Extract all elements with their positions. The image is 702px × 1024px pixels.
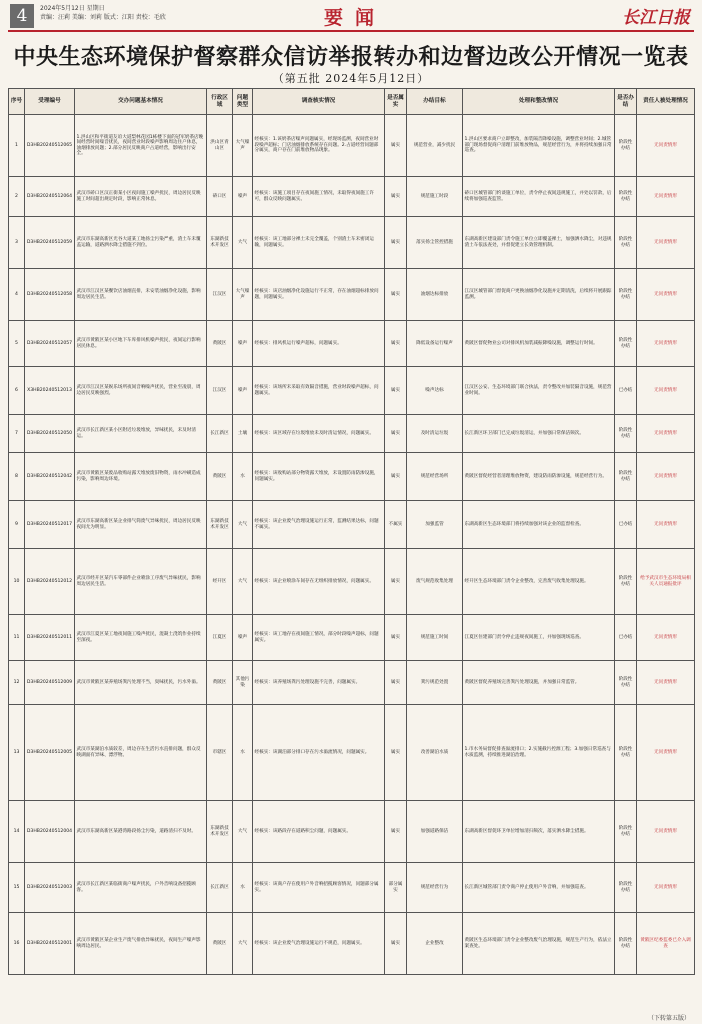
table-row (9, 661, 695, 705)
verified-cell: 部分属实 (385, 863, 407, 913)
action-cell: 黄陂区督促养殖场完善粪污处理设施，并加强日常监管。 (463, 661, 615, 705)
acceptance-code-cell: D3HB20240512017 (25, 501, 75, 549)
target-cell: 降低设备运行噪声 (407, 321, 463, 367)
target-cell: 规范施工时段 (407, 177, 463, 217)
target-cell: 粪污规范处置 (407, 661, 463, 705)
issue-cell: 武汉市东湖高新区某企业排气筒废气异味扰民，周边居民反映夜间尤为明显。 (75, 501, 207, 549)
completion-cell: 阶段性办结 (615, 415, 637, 453)
verified-cell: 属实 (385, 453, 407, 501)
row-number-cell: 11 (9, 615, 25, 661)
issue-cell: 武汉市江夏区某工地夜间施工噪声扰民，混凝土浇筑作业持续至深夜。 (75, 615, 207, 661)
action-cell: 江汉区城管部门督促商户更换油烟净化设施并定期清洗，后续将开展跟踪监测。 (463, 269, 615, 321)
accountability-cell: 无问责情形 (637, 269, 695, 321)
table-header-row (9, 89, 695, 115)
accountability-cell: 无问责情形 (637, 863, 695, 913)
table-row (9, 615, 695, 661)
problem-type-cell: 噪声 (233, 321, 253, 367)
district-cell: 江夏区 (207, 615, 233, 661)
issue-cell: 武汉市硚口区汉正街某小区夜间施工噪声扰民，周边居民反映施工时间超出规定时段，影响正常休息。 (75, 177, 207, 217)
verified-cell: 属实 (385, 367, 407, 415)
finding-cell: 经核实：该区域存在垃圾堆放未及时清运情况，问题属实。 (253, 415, 385, 453)
table-row (9, 913, 695, 975)
issue-cell: 1.洪山区和平街道友谊大道梨林花园1栋楼下面的冠军奶茶店晚间经营时间噪音扰民，夜间营业时段噪声影响周边住户休息，油烟排放问题；2.部分居民反映商户占道经营，影响出行安全。 (75, 115, 207, 177)
col-header: 办结目标 (407, 89, 463, 115)
completion-cell: 阶段性办结 (615, 321, 637, 367)
table-row (9, 863, 695, 913)
action-cell: 东湖高新区生态环境部门将持续加强对该企业的监督检查。 (463, 501, 615, 549)
district-cell: 经开区 (207, 549, 233, 615)
table-row (9, 269, 695, 321)
action-cell: 长江新区城管部门责令商户停止使用户外音响，并加强巡查。 (463, 863, 615, 913)
issue-cell: 武汉市黄陂区某企业生产废气排放异味扰民，夜间生产噪声影响周边居民。 (75, 913, 207, 975)
finding-cell: 经核实：1.该奶茶店噪声问题属实，经现场监测，夜间营业时段噪声超标；门店油烟排放系统存在问题。2.占道经营问题部分属实，商户存在门前堆放物品现象。 (253, 115, 385, 177)
action-cell: 江汉区公安、生态环境部门联合执法，责令整改并加装隔音设施，规范营业时间。 (463, 367, 615, 415)
verified-cell: 属实 (385, 615, 407, 661)
problem-type-cell: 噪声 (233, 177, 253, 217)
action-cell: 长江新区环卫部门已完成垃圾清运，并加强日常保洁频次。 (463, 415, 615, 453)
table-row (9, 217, 695, 269)
accountability-cell: 无问责情形 (637, 367, 695, 415)
issue-cell: 武汉市黄陂区某养殖场粪污处理不当，臭味扰民，污水外溢。 (75, 661, 207, 705)
col-header: 调查核实情况 (253, 89, 385, 115)
completion-cell: 阶段性办结 (615, 453, 637, 501)
verified-cell: 属实 (385, 661, 407, 705)
completion-cell: 已办结 (615, 367, 637, 415)
action-cell: 东湖高新区建设部门责令施工单位立即覆盖裸土，加强洒水降尘，对违规渣土车依法查处，并督促建立长效管理机制。 (463, 217, 615, 269)
action-cell: 经开区生态环境部门责令企业整改，完善废气收集处理设施。 (463, 549, 615, 615)
district-cell: 东湖新技术开发区 (207, 501, 233, 549)
section-title: 要闻 (323, 7, 386, 29)
problem-type-cell: 噪声 (233, 367, 253, 415)
problem-type-cell: 其他污染 (233, 661, 253, 705)
problem-type-cell: 大气 (233, 913, 253, 975)
problem-type-cell: 大气噪声 (233, 269, 253, 321)
district-cell: 长江新区 (207, 863, 233, 913)
action-cell: 硚口区城管部门约谈施工单位，责令停止夜间违规施工，并处以罚款，后续将加强巡查监管。 (463, 177, 615, 217)
problem-type-cell: 水 (233, 453, 253, 501)
accountability-cell: 无问责情形 (637, 177, 695, 217)
district-cell: 洪山区青山区 (207, 115, 233, 177)
col-header: 问题类型 (233, 89, 253, 115)
acceptance-code-cell: D3HB20240512005 (25, 705, 75, 801)
petition-table (8, 88, 695, 975)
verified-cell: 属实 (385, 705, 407, 801)
action-cell: 黄陂区督促经营者清理堆放物资，建设防雨防渗设施，规范经营行为。 (463, 453, 615, 501)
finding-cell: 经核实：该场所未采取有效隔音措施，营业时段噪声超标，问题属实。 (253, 367, 385, 415)
completion-cell: 已办结 (615, 615, 637, 661)
finding-cell: 经核实：该工地存在夜间施工情况，部分时段噪声超标，问题属实。 (253, 615, 385, 661)
paper-logo: 长江日报 (622, 8, 690, 28)
row-number-cell: 16 (9, 913, 25, 975)
completion-cell: 阶段性办结 (615, 549, 637, 615)
row-number-cell: 13 (9, 705, 25, 801)
row-number-cell: 4 (9, 269, 25, 321)
target-cell: 规范施工时间 (407, 615, 463, 661)
completion-cell: 已办结 (615, 501, 637, 549)
target-cell: 加强道路保洁 (407, 801, 463, 863)
acceptance-code-cell: D3HB20240512004 (25, 801, 75, 863)
district-cell: 黄陂区 (207, 453, 233, 501)
issue-cell: 武汉市黄陂区某废品收购站露天堆放废旧物资，雨水冲刷造成污染，影响周边环境。 (75, 453, 207, 501)
issue-cell: 武汉市长江新区某临街商户噪声扰民，户外音响设备招揽顾客。 (75, 863, 207, 913)
verified-cell: 属实 (385, 177, 407, 217)
acceptance-code-cell: D3HB20240512003 (25, 863, 75, 913)
finding-cell: 经核实：该商户存在使用户外音响招揽顾客情况，问题部分属实。 (253, 863, 385, 913)
col-header: 受理编号 (25, 89, 75, 115)
problem-type-cell: 大气 (233, 217, 253, 269)
finding-cell: 经核实：该路段存在道路积尘问题，问题属实。 (253, 801, 385, 863)
accountability-cell: 无问责情形 (637, 705, 695, 801)
accountability-cell: 无问责情形 (637, 801, 695, 863)
target-cell: 企业整改 (407, 913, 463, 975)
finding-cell: 经核实：该企业废气治理设施运行不规范，问题属实。 (253, 913, 385, 975)
verified-cell: 不属实 (385, 501, 407, 549)
accountability-cell: 无问责情形 (637, 321, 695, 367)
acceptance-code-cell: D3HB20240512065 (25, 115, 75, 177)
row-number-cell: 15 (9, 863, 25, 913)
acceptance-code-cell: X3HB20240512013 (25, 367, 75, 415)
target-cell: 改善湖泊水质 (407, 705, 463, 801)
issue-cell: 武汉市东湖高新区光谷大道某工地扬尘污染严重，渣土车未覆盖运输，道路洒水降尘措施不到位。 (75, 217, 207, 269)
date-line: 2024年5月12日 星期日 (40, 5, 105, 12)
finding-cell: 经核实：该工地部分裸土未完全覆盖，个别渣土车未密闭运输，问题属实。 (253, 217, 385, 269)
district-cell: 长江新区 (207, 415, 233, 453)
district-cell: 市辖区 (207, 705, 233, 801)
issue-cell: 武汉市长江新区某小区附近垃圾堆放，异味扰民，未及时清运。 (75, 415, 207, 453)
row-number-cell: 6 (9, 367, 25, 415)
acceptance-code-cell: D3HB20240512050 (25, 415, 75, 453)
district-cell: 黄陂区 (207, 661, 233, 705)
target-cell: 规范营业，减少扰民 (407, 115, 463, 177)
issue-cell: 武汉市东湖高新区某港湾路段扬尘污染，道路清扫不及时。 (75, 801, 207, 863)
verified-cell: 属实 (385, 321, 407, 367)
row-number-cell: 8 (9, 453, 25, 501)
col-header: 行政区域 (207, 89, 233, 115)
masthead (0, 0, 702, 30)
verified-cell: 属实 (385, 217, 407, 269)
district-cell: 江汉区 (207, 269, 233, 321)
headline: 中央生态环境保护督察群众信访举报转办和边督边改公开情况一览表 (13, 45, 689, 70)
finding-cell: 经核实：该企业喷涂车间存在无组织排放情况，问题属实。 (253, 549, 385, 615)
accountability-cell: 无问责情形 (637, 501, 695, 549)
finding-cell: 经核实：排风机运行噪声超标，问题属实。 (253, 321, 385, 367)
district-cell: 东湖新技术开发区 (207, 801, 233, 863)
acceptance-code-cell: D3HB20240512058 (25, 269, 75, 321)
action-cell: 黄陂区生态环境部门责令企业整改废气治理设施，规范生产行为，依法立案查处。 (463, 913, 615, 975)
target-cell: 落实扬尘管控措施 (407, 217, 463, 269)
col-header: 处理和整改情况 (463, 89, 615, 115)
acceptance-code-cell: D3HB20240512009 (25, 661, 75, 705)
action-cell: 1.洪山区要求商户立即整改，加装隔音降噪设施，调整营业时间；2.城管部门现场督促商户清理门前堆放物品，规范经营行为，并将持续加强日常巡查。 (463, 115, 615, 177)
finding-cell: 经核实：该施工项目存在夜间施工情况，未取得夜间施工许可，群众反映问题属实。 (253, 177, 385, 217)
issue-cell: 武汉市江汉区某娱乐场所夜间音响噪声扰民，营业至凌晨，周边居民反映强烈。 (75, 367, 207, 415)
table-row (9, 501, 695, 549)
row-number-cell: 9 (9, 501, 25, 549)
problem-type-cell: 大气 (233, 549, 253, 615)
completion-cell: 阶段性办结 (615, 661, 637, 705)
verified-cell: 属实 (385, 269, 407, 321)
verified-cell: 属实 (385, 115, 407, 177)
issue-cell: 武汉市黄陂区某小区地下车库排风机噪声扰民，夜间运行影响居民休息。 (75, 321, 207, 367)
issue-cell: 武汉市经开区某汽车零部件企业喷涂工序废气异味扰民，影响周边居民生活。 (75, 549, 207, 615)
problem-type-cell: 水 (233, 705, 253, 801)
district-cell: 黄陂区 (207, 321, 233, 367)
row-number-cell: 14 (9, 801, 25, 863)
table-row (9, 367, 695, 415)
col-header: 交办问题基本情况 (75, 89, 207, 115)
table-row (9, 453, 695, 501)
acceptance-code-cell: D3HB20240512059 (25, 217, 75, 269)
editor-line: 责编：汪莉 美编：刘莉 版式：江阳 责校：毛欣 (40, 14, 166, 21)
row-number-cell: 1 (9, 115, 25, 177)
acceptance-code-cell: D3HB20240512012 (25, 549, 75, 615)
district-cell: 硚口区 (207, 177, 233, 217)
accountability-cell: 给予武汉市生态环境局相关人员通报批评 (637, 549, 695, 615)
completion-cell: 阶段性办结 (615, 269, 637, 321)
acceptance-code-cell: D3HB20240512011 (25, 615, 75, 661)
col-header: 是否办结 (615, 89, 637, 115)
finding-cell: 经核实：该湖泊部分排口存在污水溢流情况，问题属实。 (253, 705, 385, 801)
target-cell: 废气规范收集处理 (407, 549, 463, 615)
finding-cell: 经核实：该收购站部分物资露天堆放，未设置防雨防渗设施，问题属实。 (253, 453, 385, 501)
table-row (9, 549, 695, 615)
col-header: 是否属实 (385, 89, 407, 115)
row-number-cell: 10 (9, 549, 25, 615)
table-row (9, 705, 695, 801)
completion-cell: 阶段性办结 (615, 177, 637, 217)
target-cell: 加强监管 (407, 501, 463, 549)
acceptance-code-cell: D3HB20240512057 (25, 321, 75, 367)
issue-cell: 武汉市江汉区某餐饮店油烟直排，未安装油烟净化设施，影响周边居民生活。 (75, 269, 207, 321)
table-row (9, 321, 695, 367)
acceptance-code-cell: D3HB20240512064 (25, 177, 75, 217)
completion-cell: 阶段性办结 (615, 217, 637, 269)
district-cell: 东湖新技术开发区 (207, 217, 233, 269)
target-cell: 噪声达标 (407, 367, 463, 415)
finding-cell: 经核实：该店油烟净化设施运行不正常，存在油烟超标排放问题，问题属实。 (253, 269, 385, 321)
masthead-meta (40, 4, 260, 22)
problem-type-cell: 土壤 (233, 415, 253, 453)
table-row (9, 801, 695, 863)
accountability-cell: 无问责情形 (637, 415, 695, 453)
action-cell: 江夏区住建部门责令停止违规夜间施工，并加强现场巡查。 (463, 615, 615, 661)
problem-type-cell: 大气 (233, 801, 253, 863)
row-number-cell: 3 (9, 217, 25, 269)
accountability-cell: 无问责情形 (637, 217, 695, 269)
row-number-cell: 7 (9, 415, 25, 453)
verified-cell: 属实 (385, 913, 407, 975)
action-cell: 黄陂区督促物业公司对排风机加装减振降噪设施，调整运行时间。 (463, 321, 615, 367)
accountability-cell: 无问责情形 (637, 453, 695, 501)
problem-type-cell: 大气 (233, 501, 253, 549)
district-cell: 黄陂区 (207, 913, 233, 975)
completion-cell: 阶段性办结 (615, 705, 637, 801)
problem-type-cell: 水 (233, 863, 253, 913)
target-cell: 规范经营行为 (407, 863, 463, 913)
target-cell: 油烟达标排放 (407, 269, 463, 321)
finding-cell: 经核实：该养殖场粪污处理设施不完善，问题属实。 (253, 661, 385, 705)
accountability-cell: 无问责情形 (637, 661, 695, 705)
verified-cell: 属实 (385, 549, 407, 615)
verified-cell: 属实 (385, 415, 407, 453)
col-header: 序号 (9, 89, 25, 115)
completion-cell: 阶段性办结 (615, 115, 637, 177)
table-row (9, 177, 695, 217)
accountability-cell: 无问责情形 (637, 615, 695, 661)
table-row (9, 115, 695, 177)
masthead-rule (8, 30, 694, 32)
subheadline: （第五批 2024年5月12日） (272, 72, 430, 85)
row-number-cell: 5 (9, 321, 25, 367)
issue-cell: 武汉市某湖泊水质较差，周边存在生活污水直排问题，群众反映湖面有异味、漂浮物。 (75, 705, 207, 801)
continued-note: （下转第五版） (647, 1015, 690, 1022)
problem-type-cell: 大气噪声 (233, 115, 253, 177)
target-cell: 规范经营场所 (407, 453, 463, 501)
acceptance-code-cell: D3HB20240512042 (25, 453, 75, 501)
action-cell: 1.市水务局督促排查溢流排口；2.实施截污控源工程；3.加强日常巡查与水质监测，持续推进湖泊治理。 (463, 705, 615, 801)
target-cell: 及时清运垃圾 (407, 415, 463, 453)
completion-cell: 阶段性办结 (615, 801, 637, 863)
row-number-cell: 2 (9, 177, 25, 217)
page-number: 4 (10, 4, 34, 28)
problem-type-cell: 噪声 (233, 615, 253, 661)
completion-cell: 阶段性办结 (615, 913, 637, 975)
finding-cell: 经核实：该企业废气治理设施运行正常，监测结果达标，问题不属实。 (253, 501, 385, 549)
verified-cell: 属实 (385, 801, 407, 863)
row-number-cell: 12 (9, 661, 25, 705)
accountability-cell: 无问责情形 (637, 115, 695, 177)
district-cell: 江汉区 (207, 367, 233, 415)
action-cell: 东湖高新区督促环卫单位增加清扫频次，落实洒水降尘措施。 (463, 801, 615, 863)
accountability-cell: 黄陂区纪委监委已介入调查 (637, 913, 695, 975)
col-header: 责任人被处理情况 (637, 89, 695, 115)
table-row (9, 415, 695, 453)
completion-cell: 阶段性办结 (615, 863, 637, 913)
acceptance-code-cell: D3HB20240512001 (25, 913, 75, 975)
